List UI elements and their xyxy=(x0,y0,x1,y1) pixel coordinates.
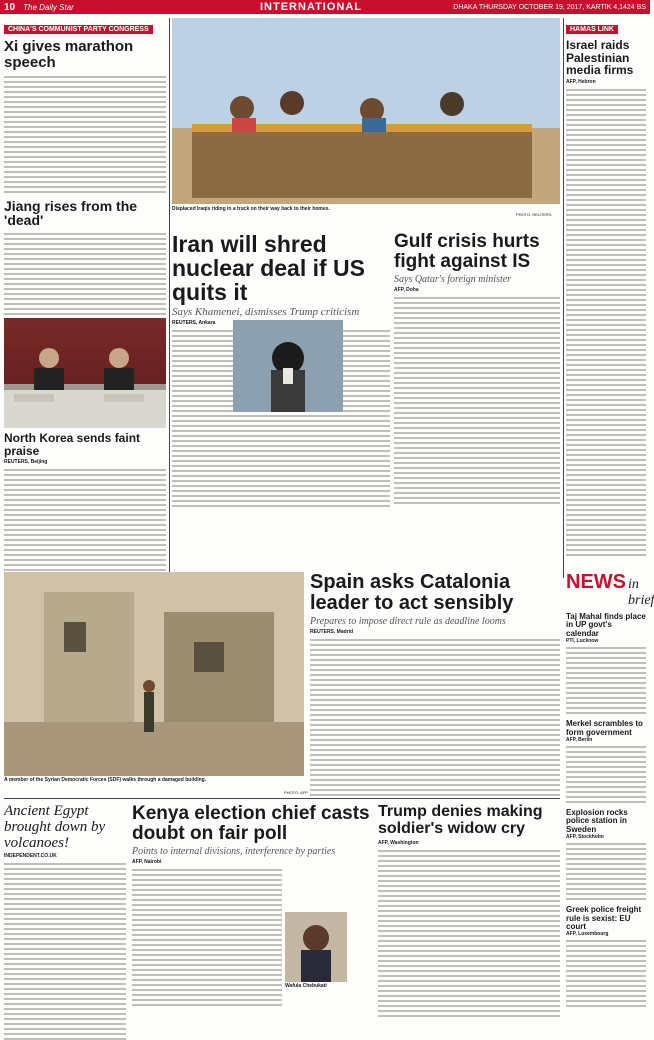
horizontal-rule xyxy=(4,798,560,799)
nk-body xyxy=(4,468,166,588)
issue-date: DHAKA THURSDAY OCTOBER 19, 2017, KARTIK 4,1424 BS xyxy=(453,3,646,11)
section-title: INTERNATIONAL xyxy=(260,1,363,13)
brief-item-2-source: AFP, Berlin xyxy=(566,736,593,743)
nk-headline: North Korea sends faint praise xyxy=(4,431,141,458)
gulf-source: AFP, Doha xyxy=(394,286,419,293)
china-body xyxy=(4,75,166,193)
brief-item-4-headline: Greek police freight rule is sexist: EU court xyxy=(566,905,642,931)
kenya-body xyxy=(132,868,282,1008)
brief-item-3-source: AFP, Stockholm xyxy=(566,834,604,841)
china-congress-photo xyxy=(4,318,166,428)
egypt-source: INDEPENDENT.CO.UK xyxy=(4,853,57,860)
brief-item-4-source: AFP, Luxembourg xyxy=(566,931,609,938)
hamas-body xyxy=(566,88,646,558)
syria-photo xyxy=(4,572,304,776)
brief-item-1-source: PTI, Lucknow xyxy=(566,638,599,645)
paper-name: The Daily Star xyxy=(23,2,74,12)
spain-story xyxy=(310,572,560,798)
khamenei-photo xyxy=(233,320,343,412)
syria-photo-credit: PHOTO: AFP xyxy=(284,790,308,795)
spain-body xyxy=(310,638,560,798)
egypt-story xyxy=(4,804,126,1040)
egypt-body xyxy=(4,862,126,1040)
brief-item-1-headline: Taj Mahal finds place in UP govt's calendar xyxy=(566,612,646,638)
brief-title-a: NEWS xyxy=(566,571,626,593)
brief-item-2-headline: Merkel scrambles to form government xyxy=(566,719,643,737)
kenya-headline: Kenya election chief casts doubt on fair poll xyxy=(132,803,370,844)
column-rule xyxy=(169,18,170,578)
gulf-headline: Gulf crisis hurts fight against IS xyxy=(394,231,540,272)
iraq-photo-credit: PHOTO: REUTERS xyxy=(516,212,552,217)
chebukati-label: Wafula Chebukati xyxy=(285,983,327,989)
trump-body xyxy=(378,849,560,1019)
hamas-story xyxy=(566,18,646,558)
gulf-story xyxy=(394,232,560,506)
page-masthead xyxy=(0,0,650,14)
china-story xyxy=(4,18,166,342)
spain-headline: Spain asks Catalonia leader to act sensibly xyxy=(310,571,514,614)
iran-source: REUTERS, Ankara xyxy=(172,320,216,327)
nk-story xyxy=(4,432,166,588)
hamas-headline: Israel raids Palestinian media firms xyxy=(566,38,634,78)
iraq-photo-caption: Displaced Iraqis riding in a truck on their way back to their homes. xyxy=(172,206,330,212)
china-kicker: CHINA'S COMMUNIST PARTY CONGRESS xyxy=(4,25,153,34)
brief-item-2-body xyxy=(566,745,646,805)
gulf-body xyxy=(394,296,560,506)
trump-story xyxy=(378,804,560,1019)
chebukati-photo xyxy=(285,912,347,982)
egypt-headline: Ancient Egypt brought down by volcanoes! xyxy=(4,803,106,851)
page-number: 10 xyxy=(4,1,16,13)
brief-item-1-body xyxy=(566,646,646,716)
china-headline: Xi gives marathon speech xyxy=(4,38,134,71)
syria-photo-caption: A member of the Syrian Democratic Forces (SDF) walks through a damaged building. xyxy=(4,777,207,783)
spain-source: REUTERS, Madrid xyxy=(310,629,354,635)
brief-item-3-headline: Explosion rocks police station in Sweden xyxy=(566,807,628,834)
hamas-kicker: HAMAS LINK xyxy=(566,25,618,34)
iran-subhead: Says Khamenei, dismisses Trump criticism xyxy=(172,306,360,319)
gulf-subhead: Says Qatar's foreign minister xyxy=(394,273,512,285)
iraq-truck-photo xyxy=(172,18,560,204)
column-rule-right xyxy=(563,18,564,578)
kenya-source: AFP, Nairobi xyxy=(132,858,162,865)
hamas-source: AFP, Hebron xyxy=(566,78,596,85)
iran-headline: Iran will shred nuclear deal if US quits it xyxy=(172,231,366,306)
brief-item-3-body xyxy=(566,842,646,902)
brief-item-4-body xyxy=(566,939,646,1009)
trump-source: AFP, Washington xyxy=(378,839,419,846)
kenya-subhead: Points to internal divisions, interference by parties xyxy=(132,845,336,857)
trump-headline: Trump denies making soldier's widow cry xyxy=(378,803,543,837)
nk-source: REUTERS, Beijing xyxy=(4,459,48,466)
jiang-headline: Jiang rises from the 'dead' xyxy=(4,197,138,229)
spain-subhead: Prepares to impose direct rule as deadline looms xyxy=(310,616,506,627)
brief-title-b: in brief xyxy=(628,577,654,608)
news-brief xyxy=(566,571,654,1009)
